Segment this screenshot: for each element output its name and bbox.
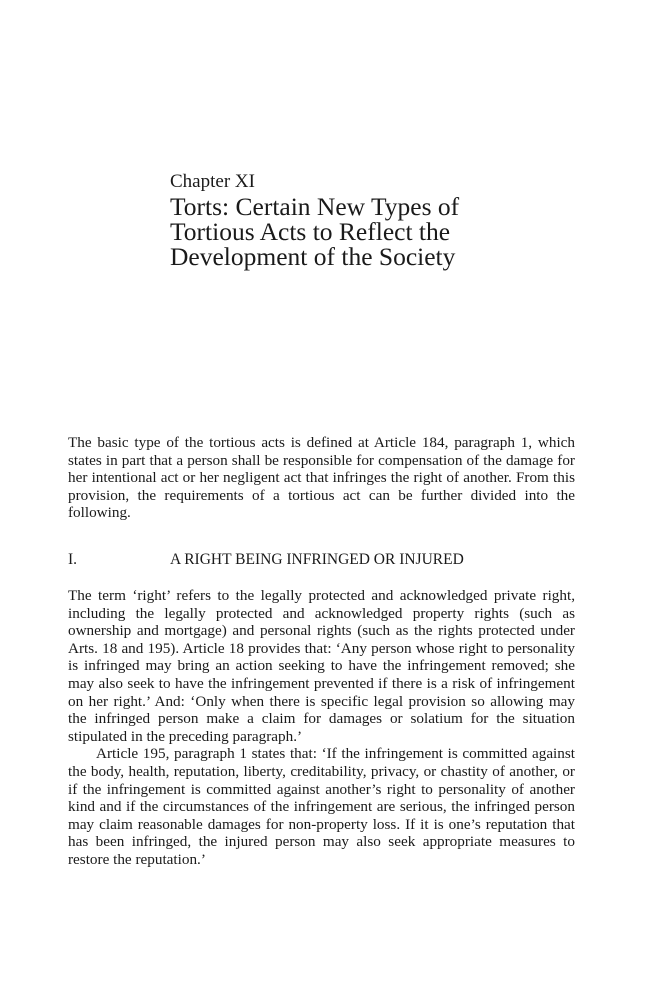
section-heading — [68, 551, 575, 569]
section-title: A RIGHT BEING INFRINGED OR INJURED — [170, 551, 464, 568]
paragraph-article-195: Article 195, paragraph 1 states that: ‘If the infringement is committed against the body, health, reputation, liberty, creditability, privacy, or chastity of another, or if the infringement is committed against another’s right to personality of another kind and if the circumstances of the infringement are serious, the infringed person may claim reasonable damages for non-property loss. If it is one’s reputation that has been infringed, the injured person may also seek appropriate measures to restore the reputation.’ — [68, 745, 575, 868]
chapter-title — [170, 194, 590, 269]
paragraph-right-definition: The term ‘right’ refers to the legally protected and acknowledged private right, including the legally protected and acknowledged property rights (such as ownership and mortgage) and personal rights (such as the rights protected under Arts. 18 and 195). Article 18 provides that: ‘Any person whose right to personality is infringed may bring an action seeking to have the infringement removed; she may also seek to have the infringement prevented if there is a risk of infringement on her right.’ And: ‘Only when there is specific legal provision so allowing may the infringed person make a claim for damages or solatium for the situation stipulated in the preceding paragraph.’ — [68, 587, 575, 745]
chapter-title-line-1: Torts: Certain New Types of — [170, 192, 460, 221]
chapter-label: Chapter XI — [170, 171, 255, 192]
chapter-heading — [170, 171, 590, 269]
chapter-title-line-3: Development of the Society — [170, 242, 456, 271]
chapter-title-line-2: Tortious Acts to Reflect the — [170, 217, 451, 246]
section-number: I. — [68, 551, 78, 568]
section-body — [68, 587, 575, 869]
intro-paragraph: The basic type of the tortious acts is defined at Article 184, paragraph 1, which states in part that a person shall be responsible for compensation of the damage for her intentional act or her negligent act that infringes the right of another. From this provision, the requirements of a tortious act can be further divided into the following. — [68, 434, 575, 522]
